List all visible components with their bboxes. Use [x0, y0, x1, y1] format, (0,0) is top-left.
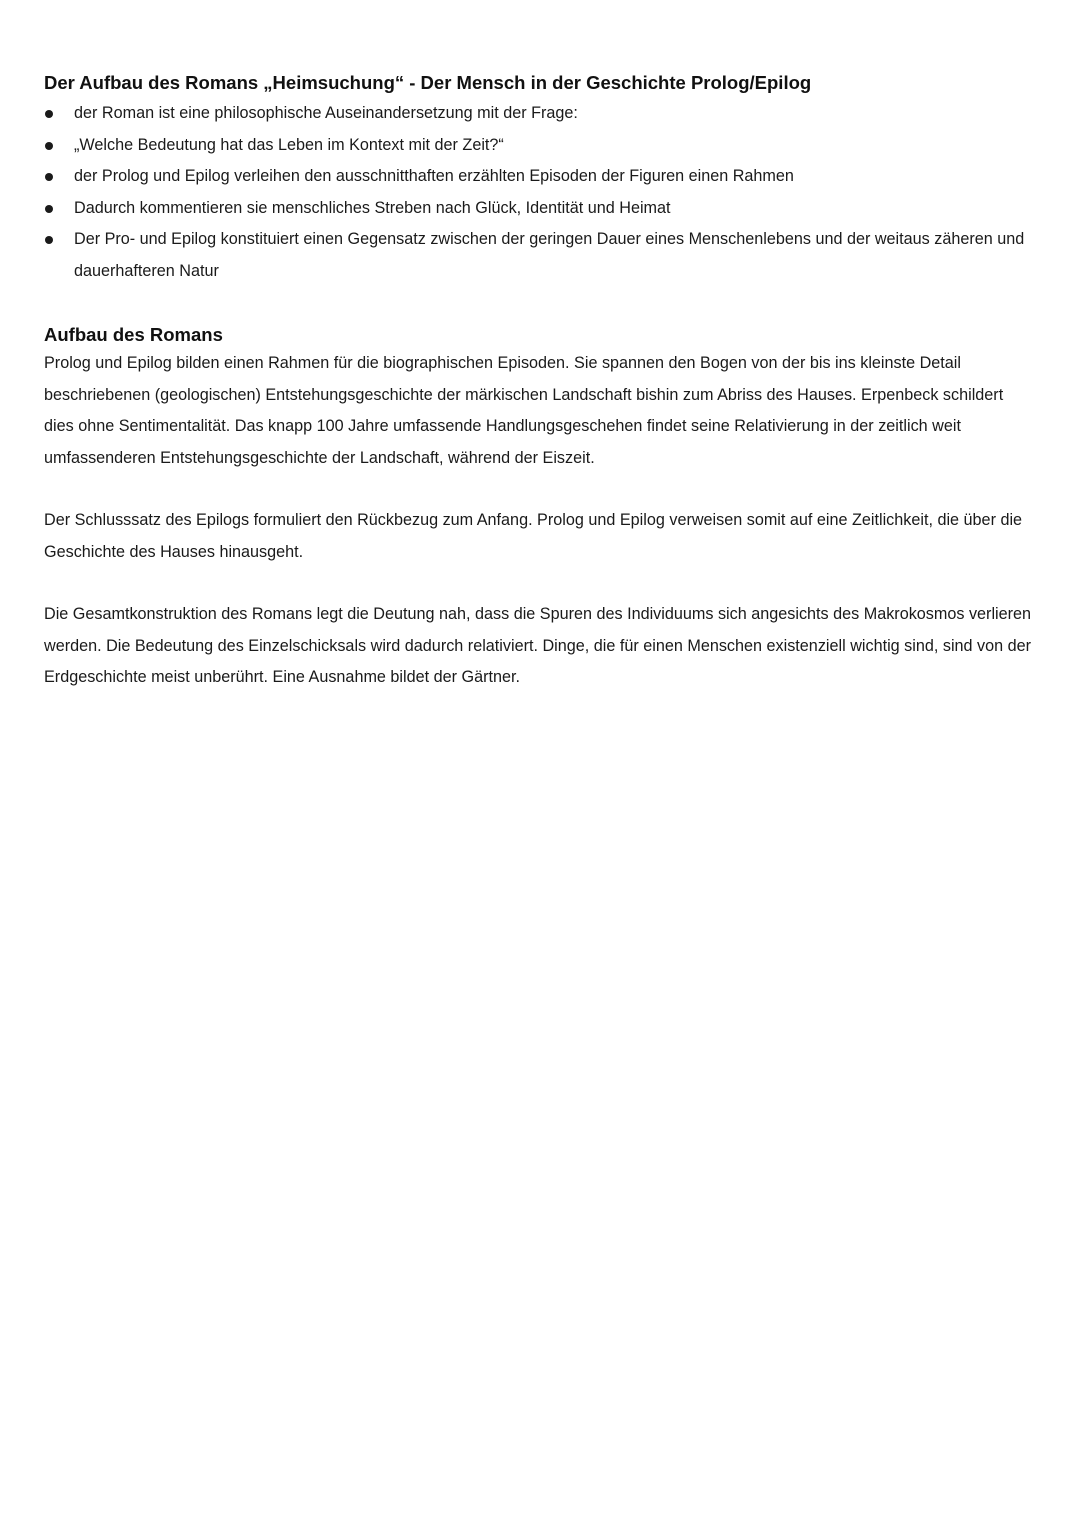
bullet-dot-icon [45, 236, 53, 244]
bullet-text: „Welche Bedeutung hat das Leben im Kontext mit der Zeit?“ [74, 135, 504, 154]
paragraph: Der Schlusssatz des Epilogs formuliert den Rückbezug zum Anfang. Prolog und Epilog verweisen somit auf eine Zeitlichkeit, die über die Geschichte des Hauses hinausgeht. [44, 511, 1023, 561]
bullet-item [44, 193, 1034, 225]
section-2-title: Aufbau des Romans [44, 324, 223, 345]
bullet-list [44, 98, 1034, 287]
bullet-item [44, 161, 1034, 193]
bullet-item [44, 98, 1034, 130]
bullet-item [44, 224, 1034, 287]
bullet-text: der Roman ist eine philosophische Auseinandersetzung mit der Frage: [74, 104, 578, 122]
bullet-item [44, 130, 1034, 162]
bullet-text: Dadurch kommentieren sie menschliches Streben nach Glück, Identität und Heimat [74, 198, 671, 217]
bullet-text: der Prolog und Epilog verleihen den ausschnitthaften erzählten Episoden der Figuren einen Rahmen [74, 167, 794, 185]
bullet-text: Der Pro- und Epilog konstituiert einen Gegensatz zwischen der geringen Dauer eines Menschenlebens und der weitaus zäheren und dauerhafteren Natur [74, 230, 1025, 280]
bullet-dot-icon [45, 142, 53, 150]
paragraph: Prolog und Epilog bilden einen Rahmen für die biographischen Episoden. Sie spannen den Bogen von der bis ins kleinste Detail beschriebenen (geologischen) Entstehungsgeschichte der märkischen Landschaft bishin zum Abriss des Hauses. Erpenbeck schildert dies ohne Sentimentalität. Das knapp 100 Jahre umfassende Handlungsgeschehen findet seine Relativierung in der zeitlich weit umfassenderen Entstehungsgeschichte der Landschaft, während der Eiszeit. [44, 354, 1004, 467]
document-page [44, 70, 1034, 694]
section-1-title: Der Aufbau des Romans „Heimsuchung“ - Der Mensch in der Geschichte Prolog/Epilog [44, 72, 812, 93]
bullet-dot-icon [45, 205, 53, 213]
bullet-dot-icon [45, 110, 53, 118]
bullet-dot-icon [45, 173, 53, 181]
paragraph: Die Gesamtkonstruktion des Romans legt die Deutung nah, dass die Spuren des Individuums sich angesichts des Makrokosmos verlieren werden. Die Bedeutung des Einzelschicksals wird dadurch relativiert. Dinge, die für einen Menschen existenziell wichtig sind, sind von der Erdgeschichte meist unberührt. Eine Ausnahme bildet der Gärtner. [44, 605, 1032, 686]
